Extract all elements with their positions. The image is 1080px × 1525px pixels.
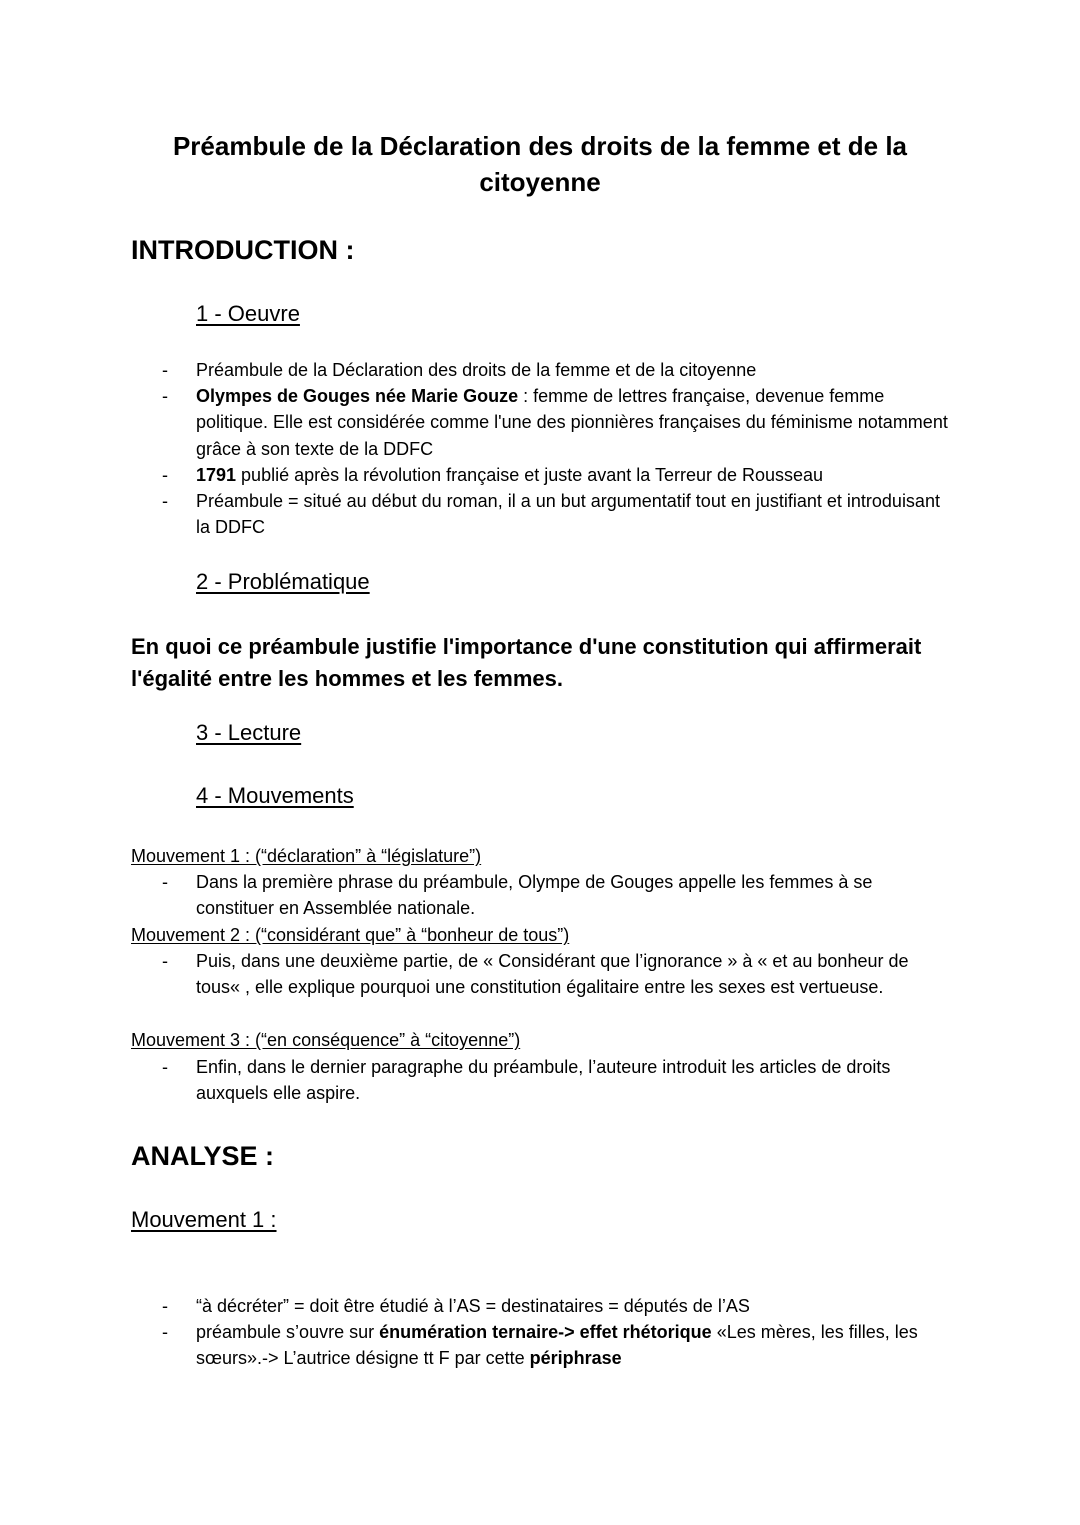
mouvement-2-list	[0, 948, 1080, 1000]
list-item	[0, 1054, 1080, 1106]
bullet-dash: -	[162, 951, 168, 971]
author-name: Olympes de Gouges née Marie Gouze	[196, 386, 519, 407]
bullet-dash: -	[162, 872, 168, 892]
list-item	[0, 383, 1080, 462]
problematique-heading: 2 - Problématique	[196, 569, 370, 594]
list-item	[0, 869, 1080, 921]
mouvement-2-title: Mouvement 2 : (“considérant que” à “bonheur de tous”)	[131, 925, 570, 945]
item-text: préambule s’ouvre sur	[196, 1322, 380, 1343]
mouvement-3-title: Mouvement 3 : (“en conséquence” à “citoyenne”)	[131, 1030, 521, 1050]
item-text: «Les mères, les filles, les sœurs».-> L’autrice désigne tt F par cette	[196, 1322, 918, 1369]
item-text: Préambule de la Déclaration des droits de la femme et de la citoyenne	[196, 360, 757, 380]
list-item	[0, 488, 1080, 540]
bullet-dash: -	[162, 360, 168, 380]
document-title: Préambule de la Déclaration des droits de la femme et de la citoyenne	[172, 131, 908, 197]
list-item	[0, 462, 1080, 488]
list-item-text: Enfin, dans le dernier paragraphe du préambule, l’auteure introduit les articles de droits auxquels elle aspire.	[196, 1057, 891, 1104]
item-text: Préambule = situé au début du roman, il a un but argumentatif tout en justifiant et introduisant la DDFC	[196, 491, 940, 538]
list-item-text: Dans la première phrase du préambule, Olympe de Gouges appelle les femmes à se constituer en Assemblée nationale.	[196, 872, 873, 919]
year: 1791	[196, 464, 237, 485]
list-item	[0, 948, 1080, 1000]
list-item-text: “à décréter” = doit être étudié à l’AS = destinataires = députés de l’AS	[196, 1296, 750, 1316]
analyse-list	[0, 1293, 1080, 1372]
bullet-dash: -	[162, 464, 168, 485]
list-item-text	[196, 357, 951, 383]
mouvement-3-list	[0, 1054, 1080, 1106]
list-item	[0, 1319, 1080, 1371]
problematique-question: En quoi ce préambule justifie l'importance d'une constitution qui affirmerait l'égalité entre les hommes et les femmes.	[131, 634, 922, 691]
analyse-mouvement-1-heading: Mouvement 1 :	[131, 1207, 277, 1232]
mouvements-heading: 4 - Mouvements	[196, 783, 354, 808]
bullet-dash: -	[162, 386, 168, 407]
list-item-text	[196, 383, 951, 462]
list-item-text: Puis, dans une deuxième partie, de « Considérant que l’ignorance » à « et au bonheur de tous« , elle explique pourquoi une constitution égalitaire entre les sexes est vertueuse.	[196, 951, 909, 998]
lecture-heading: 3 - Lecture	[196, 720, 302, 745]
list-item	[0, 1293, 1080, 1319]
bold-term: -> effet rhétorique	[558, 1322, 712, 1343]
list-item-text	[196, 1319, 951, 1371]
mouvement-1-list	[0, 869, 1080, 921]
list-item-text	[196, 462, 951, 488]
bold-term: énumération ternaire	[379, 1322, 559, 1343]
oeuvre-heading: 1 - Oeuvre	[196, 301, 300, 326]
analyse-heading: ANALYSE :	[131, 1141, 275, 1171]
mouvement-1-title: Mouvement 1 : (“déclaration” à “législature”)	[131, 846, 482, 866]
item-text: publié après la révolution française et juste avant la Terreur de Rousseau	[236, 464, 824, 485]
list-item	[0, 357, 1080, 383]
bold-term: périphrase	[529, 1348, 622, 1369]
item-text: : femme de lettres française, devenue femme politique. Elle est considérée comme l'une des pionnières françaises du féminisme notamment grâce à son texte de la DDFC	[196, 386, 948, 459]
bullet-dash: -	[162, 491, 168, 512]
bullet-dash: -	[162, 1296, 168, 1316]
list-item-text	[196, 488, 951, 540]
bullet-dash: -	[162, 1057, 168, 1077]
oeuvre-list	[0, 357, 1080, 540]
bullet-dash: -	[162, 1322, 168, 1343]
introduction-heading: INTRODUCTION :	[131, 235, 355, 265]
